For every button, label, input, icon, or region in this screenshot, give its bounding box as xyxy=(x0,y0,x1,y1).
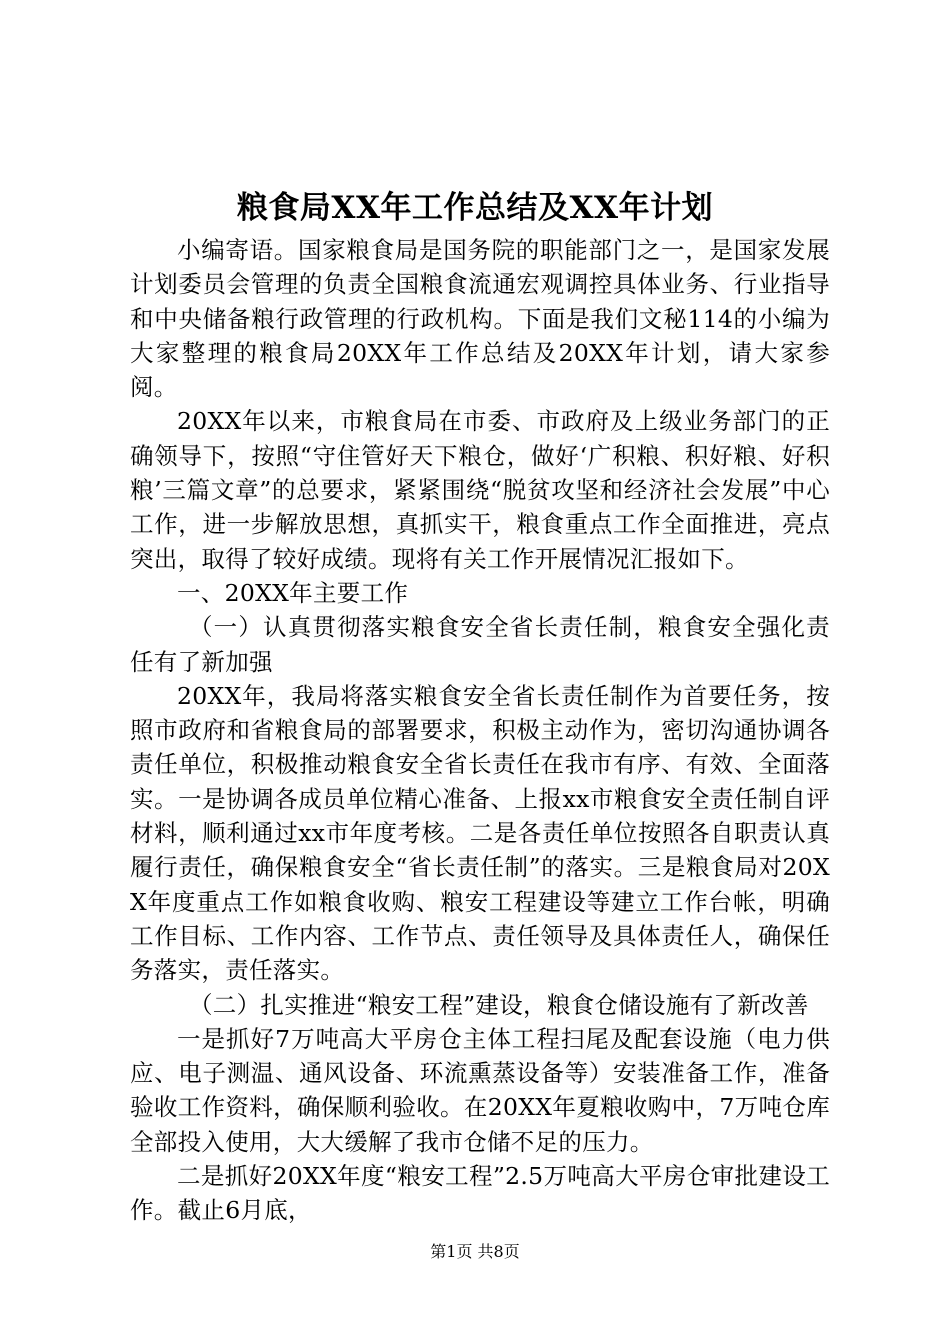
subsection-heading-1: （一）认真贯彻落实粮食安全省长责任制，粮食安全强化责任有了新加强 xyxy=(130,613,830,676)
paragraph-intro: 小编寄语。国家粮食局是国务院的职能部门之一，是国家发展计划委员会管理的负责全国粮食流通宏观调控具体业务、行业指导和中央储备粮行政管理的行政机构。下面是我们文秘114的小编为大家整理的粮食局20XX年工作总结及20XX年计划，请大家参阅。 xyxy=(130,236,830,402)
subsection-heading-2: （二）扎实推进“粮安工程”建设，粮食仓储设施有了新改善 xyxy=(189,990,809,1019)
document-title: 粮食局XX年工作总结及XX年计划 xyxy=(236,190,714,226)
paragraph-responsibility: 20XX年，我局将落实粮食安全省长责任制作为首要任务，按照市政府和省粮食局的部署要求，积极主动作为，密切沟通协调各责任单位，积极推动粮食安全省长责任在我市有序、有效、全面落实。一是协调各成员单位精心准备、上报xx市粮食安全责任制自评材料，顺利通过xx市年度考核。二是各责任单位按照各自职责认真履行责任，确保粮食安全“省长责任制”的落实。三是粮食局对20XX年度重点工作如粮食收购、粮安工程建设等建立工作台帐，明确工作目标、工作内容、工作节点、责任领导及具体责任人，确保任务落实，责任落实。 xyxy=(130,681,830,985)
document-body xyxy=(130,233,830,1228)
paragraph-warehouse-2: 二是抓好20XX年度“粮安工程”2.5万吨高大平房仓审批建设工作。截止6月底， xyxy=(130,1162,830,1225)
paragraph-warehouse-1: 一是抓好7万吨高大平房仓主体工程扫尾及配套设施（电力供应、电子测温、通风设备、环流熏蒸设备等）安装准备工作，准备验收工作资料，确保顺利验收。在20XX年夏粮收购中，7万吨仓库全部投入使用，大大缓解了我市仓储不足的压力。 xyxy=(130,1024,830,1156)
paragraph-overview: 20XX年以来，市粮食局在市委、市政府及上级业务部门的正确领导下，按照“守住管好天下粮仓，做好‘广积粮、积好粮、好积粮’三篇文章”的总要求，紧紧围绕“脱贫攻坚和经济社会发展”中心工作，进一步解放思想，真抓实干，粮食重点工作全面推进，亮点突出，取得了较好成绩。现将有关工作开展情况汇报如下。 xyxy=(130,407,830,573)
section-heading-main-work: 一、20XX年主要工作 xyxy=(177,578,409,607)
page-footer: 第1页 共8页 xyxy=(430,1242,520,1261)
